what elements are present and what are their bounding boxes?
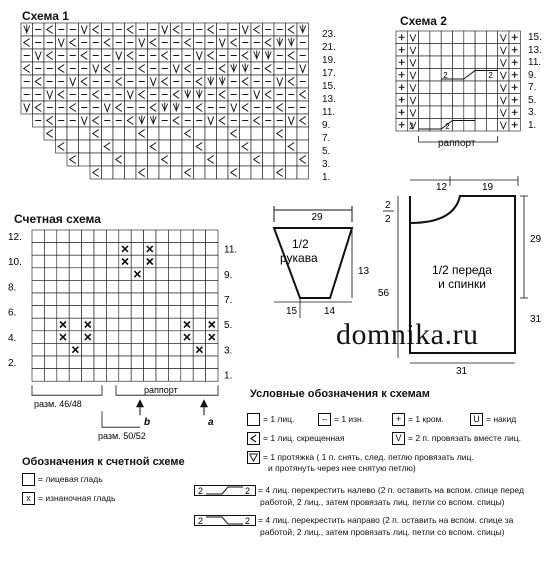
svg-text:1.: 1. bbox=[224, 370, 233, 382]
body-left-height: 56 bbox=[378, 288, 390, 299]
svg-text:2: 2 bbox=[198, 516, 204, 527]
legend-purl-text: = 1 изн. bbox=[334, 413, 365, 424]
body-neck-width: 12 bbox=[436, 182, 448, 193]
svg-text:2: 2 bbox=[198, 486, 204, 497]
count-legend-reverse-text: = изнаночная гладь bbox=[38, 492, 116, 503]
row-number: 11. bbox=[528, 57, 542, 68]
legend-cross-left bbox=[194, 485, 524, 496]
legend-knit bbox=[247, 413, 294, 426]
legend-cross-left-text-2: работой, 2 лиц., затем провязать лиц. петли со вспом. спицы) bbox=[260, 497, 505, 507]
row-number: 5. bbox=[528, 94, 537, 106]
legend-draw-text-1: = 1 протяжка ( 1 п. снять, след. петлю провязать лиц. bbox=[263, 451, 474, 462]
count-legend-title: Обозначения к счетной схеме bbox=[22, 456, 185, 468]
svg-text:3.: 3. bbox=[224, 345, 233, 357]
row-number: 21. bbox=[322, 42, 336, 53]
watermark: domnika.ru bbox=[336, 318, 479, 351]
row-number: 15. bbox=[322, 81, 336, 92]
stockinette-symbol bbox=[22, 473, 35, 486]
svg-text:2: 2 bbox=[245, 486, 251, 497]
scheme2-repeat-label: раппорт bbox=[438, 138, 476, 149]
svg-text:2: 2 bbox=[445, 122, 450, 131]
row-number: 1. bbox=[322, 172, 331, 183]
row-number: 1. bbox=[528, 119, 537, 131]
svg-text:6.: 6. bbox=[8, 307, 17, 319]
scheme2-row-numbers bbox=[528, 32, 542, 132]
row-number: 17. bbox=[322, 68, 336, 79]
legend-k2tog bbox=[392, 432, 521, 445]
k-tbl-symbol bbox=[247, 432, 260, 445]
body-neck-depth-top: 2 bbox=[385, 200, 391, 211]
legend-edge bbox=[392, 413, 444, 426]
svg-text:10.: 10. bbox=[8, 257, 22, 269]
row-number: 23. bbox=[322, 29, 336, 40]
count-legend-reverse bbox=[22, 492, 115, 505]
sleeve-pattern bbox=[262, 200, 372, 325]
legend-cross-right bbox=[194, 515, 513, 526]
row-number: 7. bbox=[528, 82, 537, 93]
cross-right-symbol bbox=[194, 515, 256, 526]
svg-text:a: a bbox=[208, 417, 214, 429]
row-number: 5. bbox=[322, 146, 331, 157]
count-legend-stockinette-text: = лицевая гладь bbox=[38, 473, 103, 484]
row-number: 13. bbox=[528, 44, 542, 56]
svg-text:разм. 46/48: разм. 46/48 bbox=[34, 399, 82, 410]
svg-text:11.: 11. bbox=[224, 244, 238, 256]
row-number: 15. bbox=[528, 32, 542, 43]
row-number: 3. bbox=[322, 159, 331, 170]
sleeve-top-size: 29 bbox=[311, 212, 323, 223]
svg-text:b: b bbox=[144, 417, 151, 429]
draw-through-symbol bbox=[247, 451, 260, 464]
legend-k2tog-text: = 2 п. провязать вместе лиц. bbox=[408, 432, 522, 443]
svg-text:4.: 4. bbox=[8, 332, 17, 344]
edge-symbol: + bbox=[392, 413, 405, 426]
legend-cross-right-text-2: работой, 2 лиц., затем провязать лиц. петли со вспом. спицы) bbox=[260, 527, 505, 537]
cross-left-symbol bbox=[194, 485, 256, 496]
legend-edge-text: = 1 кром. bbox=[408, 413, 444, 424]
row-number: 9. bbox=[322, 120, 331, 131]
legend-purl bbox=[318, 413, 364, 426]
svg-text:разм. 50/52: разм. 50/52 bbox=[98, 431, 146, 442]
row-number: 19. bbox=[322, 55, 336, 66]
legend-cross-right-text-1: = 4 лиц. перекрестить направо (2 п. оставить на вспом. спице за bbox=[258, 515, 514, 525]
svg-text:2.: 2. bbox=[8, 358, 17, 369]
svg-text:раппорт: раппорт bbox=[144, 385, 178, 396]
body-neck-depth-bottom: 2 bbox=[385, 214, 391, 225]
legend-k-tbl-text: = 1 лиц. скрещенная bbox=[263, 432, 345, 443]
scheme1-grid bbox=[20, 22, 320, 184]
knit-symbol bbox=[247, 413, 260, 426]
sleeve-side-size: 13 bbox=[358, 266, 370, 277]
svg-text:2: 2 bbox=[443, 71, 448, 80]
sleeve-bottom-right-size: 14 bbox=[324, 306, 336, 317]
svg-text:5.: 5. bbox=[224, 320, 233, 332]
svg-text:12.: 12. bbox=[8, 232, 22, 243]
count-legend-stockinette bbox=[22, 473, 103, 486]
legend-title: Условные обозначения к схемам bbox=[250, 388, 430, 400]
legend-draw-text-2: и протянуть через нее снятую петлю) bbox=[268, 463, 416, 473]
count-scheme-title: Счетная схема bbox=[14, 212, 101, 226]
svg-text:2: 2 bbox=[488, 71, 493, 80]
legend-yarn-over bbox=[470, 413, 516, 426]
row-number: 7. bbox=[322, 133, 331, 144]
reverse-symbol: x bbox=[22, 492, 35, 505]
row-number: 13. bbox=[322, 94, 336, 105]
body-label-1: 1/2 переда bbox=[432, 263, 492, 277]
body-armhole-size: 29 bbox=[530, 234, 542, 245]
svg-text:9.: 9. bbox=[224, 269, 233, 281]
body-right-height: 31 bbox=[530, 314, 542, 325]
row-number: 9. bbox=[528, 69, 537, 81]
body-bottom-size: 31 bbox=[456, 366, 468, 377]
body-shoulder-size: 19 bbox=[482, 182, 494, 193]
scheme2-title: Схема 2 bbox=[400, 14, 447, 28]
svg-text:2: 2 bbox=[409, 122, 414, 131]
row-number: 11. bbox=[322, 107, 336, 118]
sleeve-bottom-left-size: 15 bbox=[286, 306, 298, 317]
count-scheme-grid bbox=[8, 228, 253, 458]
legend-knit-text: = 1 лиц. bbox=[263, 413, 295, 424]
scheme1-title: Схема 1 bbox=[22, 9, 69, 23]
scheme2-grid bbox=[395, 30, 525, 150]
purl-symbol: – bbox=[318, 413, 331, 426]
legend-yarn-over-text: = накид bbox=[486, 413, 517, 424]
k2tog-symbol: V bbox=[392, 432, 405, 445]
svg-text:7.: 7. bbox=[224, 295, 233, 306]
scheme1-row-numbers bbox=[322, 28, 336, 184]
body-label-2: и спинки bbox=[438, 277, 486, 291]
svg-text:8.: 8. bbox=[8, 282, 17, 294]
sleeve-label-2: рукава bbox=[280, 251, 318, 265]
legend-cross-left-text-1: = 4 лиц. перекрестить налево (2 п. оставить на вспом. спице перед bbox=[258, 485, 524, 495]
legend-k-tbl bbox=[247, 432, 344, 445]
row-number: 3. bbox=[528, 107, 537, 118]
yarn-over-symbol: U bbox=[470, 413, 483, 426]
svg-text:2: 2 bbox=[245, 516, 251, 527]
sleeve-label-1: 1/2 bbox=[292, 237, 309, 251]
